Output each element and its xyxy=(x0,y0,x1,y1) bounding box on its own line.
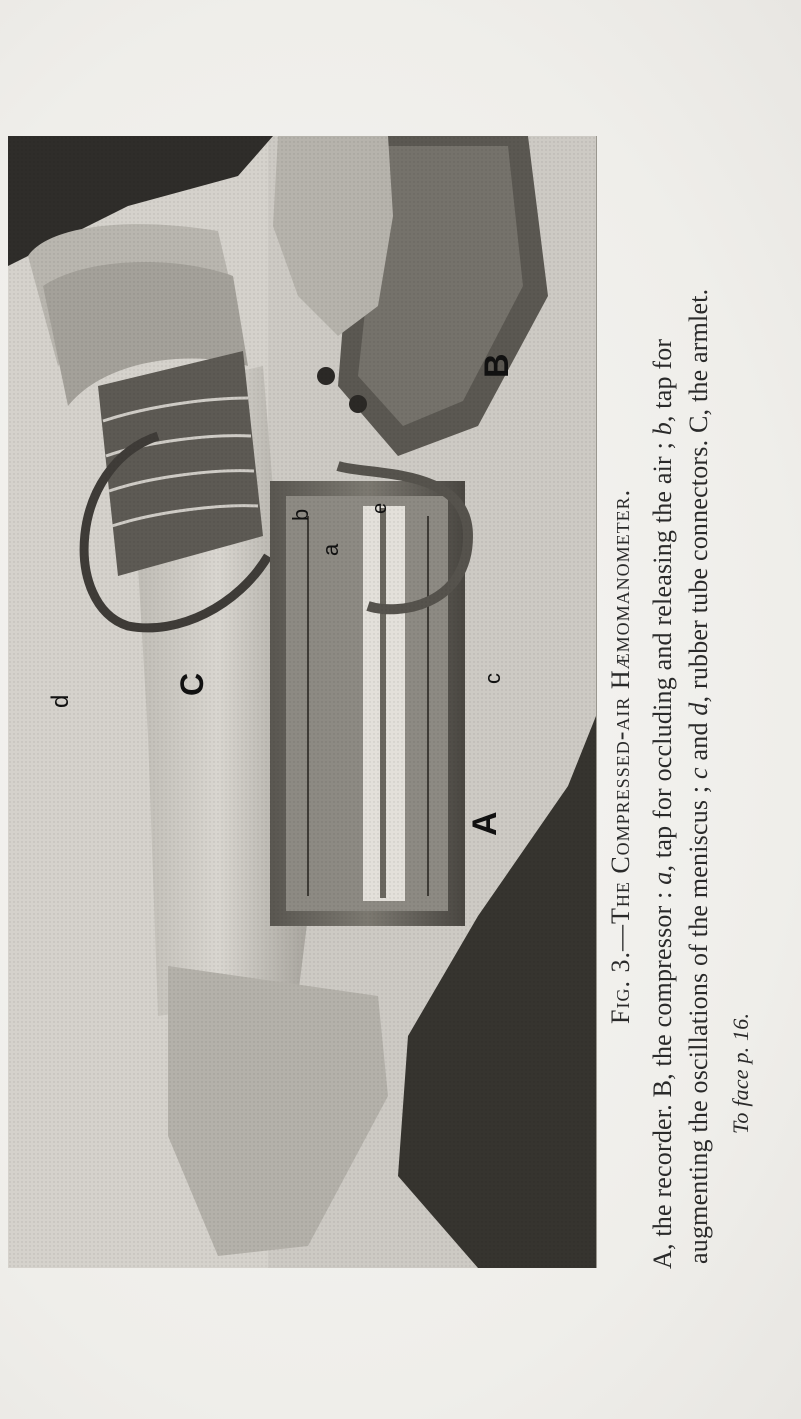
label-b: b xyxy=(288,508,313,521)
figure-title-text: The Compressed-air Hæmomanometer. xyxy=(606,488,635,925)
legend-line-2 xyxy=(684,289,714,1264)
legend-text: augmenting the oscillations of the meniscus ; xyxy=(684,778,713,1264)
legend-text: , tap for occluding and releasing the air ; xyxy=(648,435,677,872)
legend-key-b: b xyxy=(648,422,677,436)
face-page-note: To face p. 16. xyxy=(728,1012,753,1134)
legend-key-a: a xyxy=(648,871,677,885)
legend-line-1 xyxy=(648,339,678,1269)
legend-text: , tap for xyxy=(648,338,677,423)
label-e: e xyxy=(369,502,391,514)
legend-text: , rubber tube connectors. C, the armlet. xyxy=(684,288,713,703)
label-B: B xyxy=(478,353,516,378)
label-A: A xyxy=(466,811,504,836)
legend-key-c: c xyxy=(684,767,713,779)
figure-number: Fig. 3.— xyxy=(606,924,635,1024)
figure-title xyxy=(606,489,636,1024)
label-d: d xyxy=(47,694,74,708)
label-c: c xyxy=(480,673,505,684)
label-a: a xyxy=(318,543,343,556)
figure-caption xyxy=(600,0,800,1419)
label-C: C xyxy=(174,672,210,696)
photo-plate xyxy=(8,136,597,1268)
legend-text: A, the recorder. B, the compressor : xyxy=(648,884,677,1269)
legend-key-d: d xyxy=(684,702,713,716)
hemomanometer-photo xyxy=(8,136,596,1268)
legend-text: and xyxy=(684,715,713,768)
